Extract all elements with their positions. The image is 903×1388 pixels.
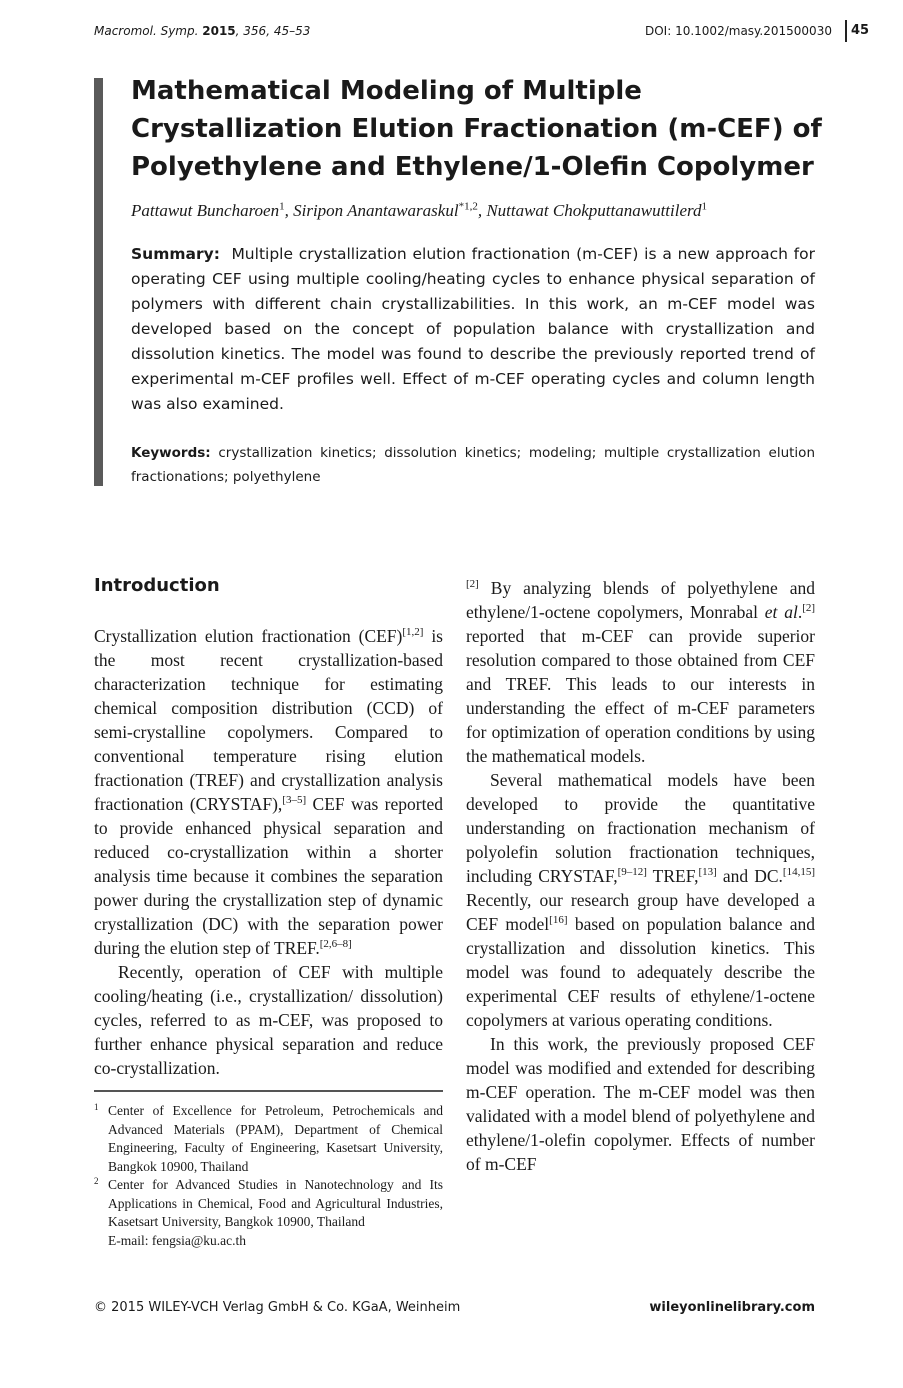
body-column-left <box>94 624 443 1080</box>
copyright: © 2015 WILEY-VCH Verlag GmbH & Co. KGaA, Weinheim <box>94 1300 461 1315</box>
footnote: 1 Center of Excellence for Petroleum, Petrochemicals and Advanced Materials (PPAM), Department of Chemical Engineering, Faculty of Engineering, Kasetsart University, Bangkok 10900, Thailand <box>94 1102 443 1174</box>
paragraph: Several mathematical models have been developed to provide the quantitative understanding on fractionation mechanism of polyolefin solution fractionation techniques, including CRYSTAF,[9–12] TREF,[13] and DC.[14,15] Recently, our research group have developed a CEF model[16] based on population balance and crystallization and dissolution kinetics. This model was found to adequately describe the experimental CEF results of ethylene/1-octene copolymers at various operating conditions. <box>466 770 815 1030</box>
author-list <box>131 200 707 221</box>
keywords <box>131 441 815 489</box>
section-heading-introduction: Introduction <box>94 575 220 596</box>
citation[interactable]: [2] <box>802 602 816 615</box>
website-link[interactable]: wileyonlinelibrary.com <box>649 1300 815 1315</box>
citation[interactable]: [16] <box>549 914 568 927</box>
author: Pattawut Buncharoen$^1$, <box>131 200 294 220</box>
email[interactable]: E-mail: fengsia@ku.ac.th <box>108 1232 247 1248</box>
paragraph-continued: [2] By analyzing blends of polyethylene and ethylene/1-octene copolymers, Monrabal et al.[2] reported that m-CEF can provide superior resolution compared to those obtained from CEF and TREF. This leads to our interests in understanding the effect of m-CEF parameters for optimization of operation conditions by using the mathematical models. <box>466 578 816 766</box>
citation[interactable]: [3–5] <box>282 794 307 807</box>
citation[interactable]: [9–12] <box>617 866 647 879</box>
citation[interactable]: [14,15] <box>782 866 815 879</box>
citation[interactable]: [2] <box>466 578 479 591</box>
footnote: 2 Center for Advanced Studies in Nanotechnology and Its Applications in Chemical, Food and Agricultural Industries, Kasetsart University, Bangkok 10900, Thailand <box>94 1176 443 1229</box>
summary-text: Multiple crystallization elution fractionation (m-CEF) is a new approach for operating CEF using multiple cooling/heating cycles to enhance physical separation of polymers with different chain crystallizabilities. In this work, an m-CEF model was developed based on the concept of population balance with crystallization and dissolution kinetics. The model was found to describe the previously reported trend of experimental m-CEF profiles well. Effect of m-CEF operating cycles and column length was also examined. <box>131 245 815 413</box>
body-column-right <box>466 576 815 1176</box>
keywords-label: Keywords: <box>131 445 211 461</box>
paragraph: In this work, the previously proposed CEF model was modified and extended for describing m-CEF operation. The m-CEF model was then validated with a model blend of polyethylene and ethylene/1-olefin copolymer. Effects of number of m-CEF <box>466 1034 815 1174</box>
paragraph: Recently, operation of CEF with multiple cooling/heating (i.e., crystallization/ dissolution) cycles, referred to as m-CEF, was proposed to further enhance physical separation and reduce co-crystallization. <box>94 962 443 1078</box>
journal-name: Macromol. Symp. <box>94 24 199 38</box>
journal-year: 2015 <box>202 24 236 38</box>
citation[interactable]: [2,6–8] <box>319 938 352 951</box>
summary <box>131 242 815 417</box>
footnote-divider <box>94 1090 443 1092</box>
abstract-side-bar <box>94 78 103 486</box>
doi[interactable]: DOI: 10.1002/masy.201500030 <box>645 24 832 38</box>
journal-citation <box>94 24 310 38</box>
citation[interactable]: [13] <box>698 866 717 879</box>
keywords-text: crystallization kinetics; dissolution kinetics; modeling; multiple crystallization elution fractionations; polyethylene <box>131 445 816 485</box>
author: Siripon Anantawaraskul$^{*1,2}$, <box>293 200 487 220</box>
author: Nuttawat Chokputtanawuttilerd$^1$ <box>486 200 708 220</box>
summary-label: Summary: <box>131 245 220 263</box>
footnotes <box>94 1102 443 1250</box>
citation[interactable]: [1,2] <box>402 626 424 639</box>
article-title: Mathematical Modeling of Multiple Crystallization Elution Fractionation (m-CEF) of Polyethylene and Ethylene/1-Olefin Copolymer <box>131 76 822 182</box>
paragraph: Crystallization elution fractionation (CEF)[1,2] is the most recent crystallization-based characterization technique for estimating chemical composition distribution (CCD) of semi-crystalline copolymers. Compared to conventional temperature rising elution fractionation (TREF) and crystallization analysis fractionation (CRYSTAF),[3–5] CEF was reported to provide enhanced physical separation and reduced co-crystallization within a shorter analysis time because it combines the separation power during the crystallization step of dynamic crystallization (DC) with the separation power during the elution step of TREF.[2,6–8] <box>94 626 443 958</box>
journal-volume-pages: , 356, 45–53 <box>235 24 311 38</box>
page-number: 45 <box>845 20 869 42</box>
